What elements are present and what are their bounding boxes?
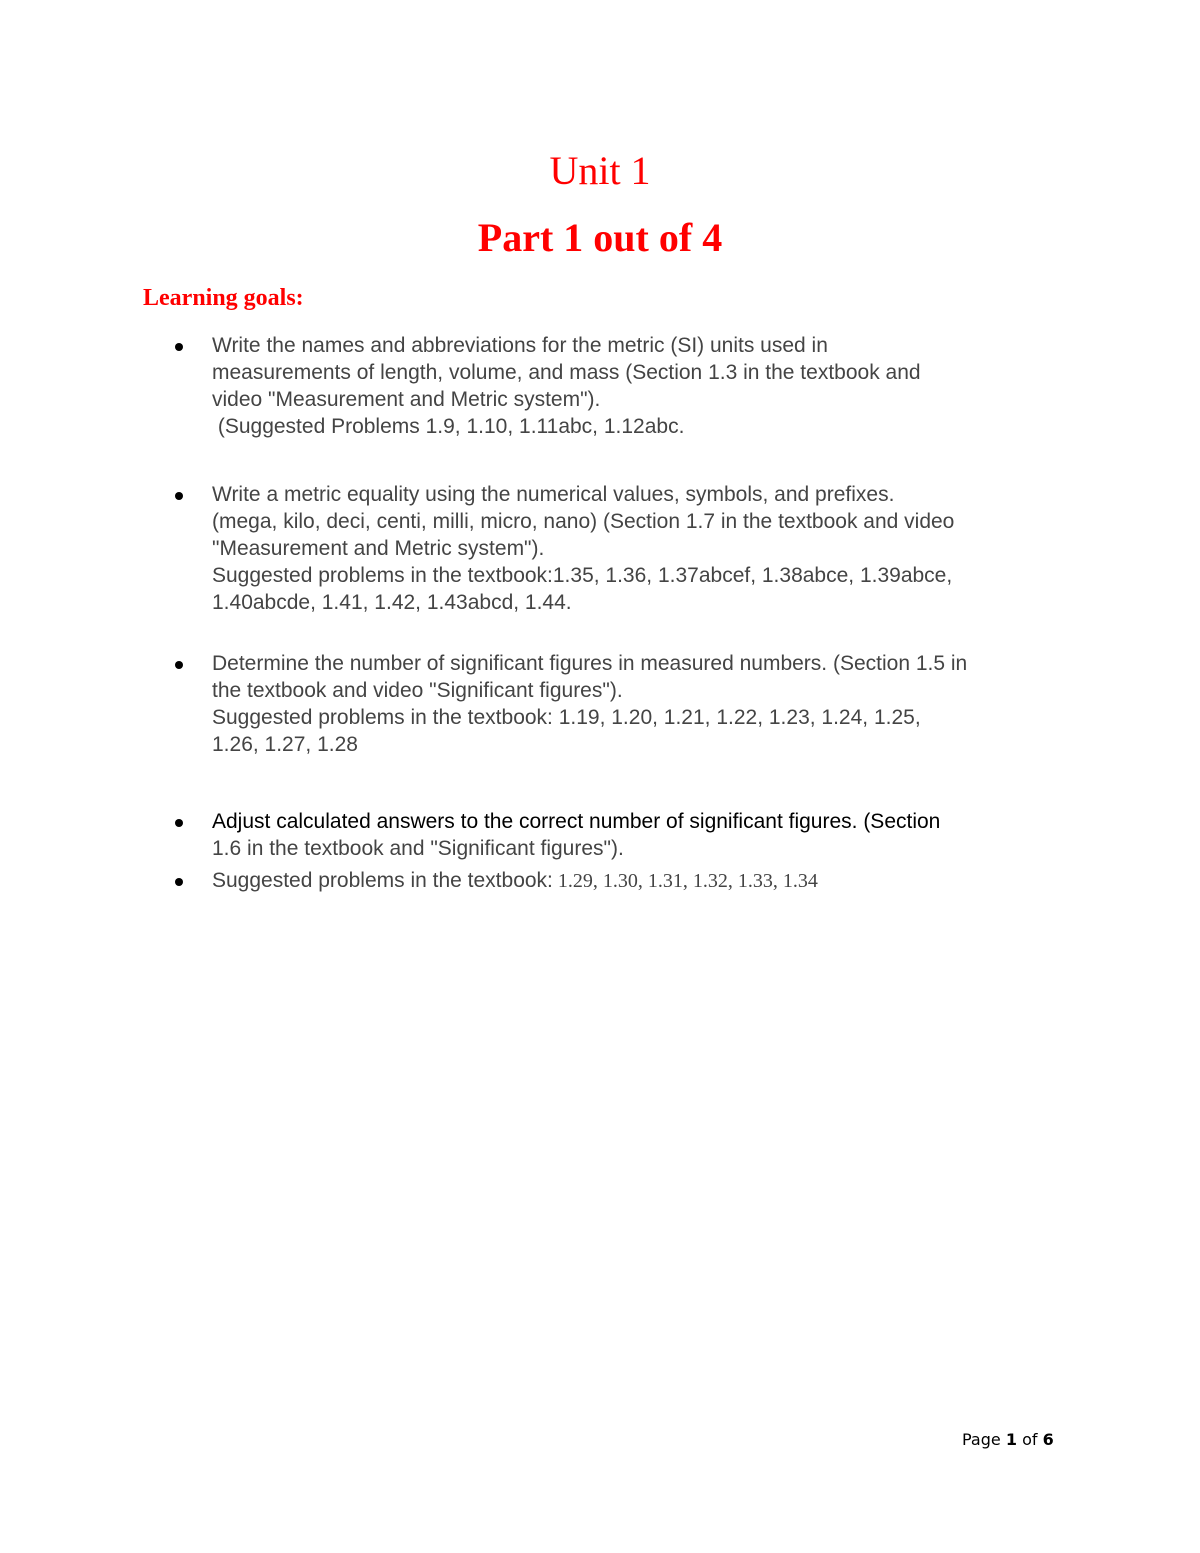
bullet-icon (175, 661, 183, 669)
page-footer (962, 1430, 1054, 1449)
page-current: 1 (1005, 1430, 1017, 1449)
learning-goal-item (212, 481, 1082, 616)
goal-text-line: "Measurement and Metric system"). (212, 537, 545, 560)
page-total: 6 (1042, 1430, 1054, 1449)
goal-text-line: 1.40abcde, 1.41, 1.42, 1.43abcd, 1.44. (212, 591, 572, 614)
goal-text-line: Suggested problems in the textbook: 1.19, 1.20, 1.21, 1.22, 1.23, 1.24, 1.25, (212, 706, 921, 729)
goal-text-line: (Suggested Problems 1.9, 1.10, 1.11abc, 1.12abc. (212, 415, 685, 438)
unit-title: Unit 1 (549, 148, 651, 193)
goal-text-line: 1.26, 1.27, 1.28 (212, 733, 358, 756)
learning-goal-item (212, 808, 1082, 862)
goal-text-line (212, 867, 1082, 895)
bullet-icon (175, 878, 183, 886)
learning-goal-item (212, 332, 1082, 440)
goal-text-line: Write the names and abbreviations for the metric (SI) units used in (212, 334, 828, 357)
goal-text-line: Suggested problems in the textbook:1.35, 1.36, 1.37abcef, 1.38abce, 1.39abce, (212, 564, 953, 587)
bullet-icon (175, 819, 183, 827)
goal-text-line: the textbook and video "Significant figures"). (212, 679, 623, 702)
of-word: of (1022, 1430, 1038, 1449)
bullet-icon (175, 492, 183, 500)
goal-text-line: 1.6 in the textbook and "Significant figures"). (212, 837, 624, 860)
learning-goal-item (212, 650, 1082, 758)
goal-text-line: Write a metric equality using the numerical values, symbols, and prefixes. (212, 483, 895, 506)
learning-goals-heading: Learning goals: (143, 285, 304, 311)
suggested-problems-label: Suggested problems in the textbook: (212, 869, 553, 892)
suggested-problems-numbers: 1.29, 1.30, 1.31, 1.32, 1.33, 1.34 (552, 870, 818, 892)
learning-goal-item (212, 867, 1082, 895)
part-title: Part 1 out of 4 (477, 215, 723, 260)
page-word: Page (962, 1430, 1001, 1449)
goal-text-line: (mega, kilo, deci, centi, milli, micro, nano) (Section 1.7 in the textbook and video (212, 510, 955, 533)
goal-text-line: Determine the number of significant figures in measured numbers. (Section 1.5 in (212, 652, 968, 675)
goal-text-line: Adjust calculated answers to the correct number of significant figures. (Section (212, 810, 941, 833)
bullet-icon (175, 343, 183, 351)
goal-text-line: video "Measurement and Metric system"). (212, 388, 601, 411)
goal-text-line: measurements of length, volume, and mass (Section 1.3 in the textbook and (212, 361, 921, 384)
